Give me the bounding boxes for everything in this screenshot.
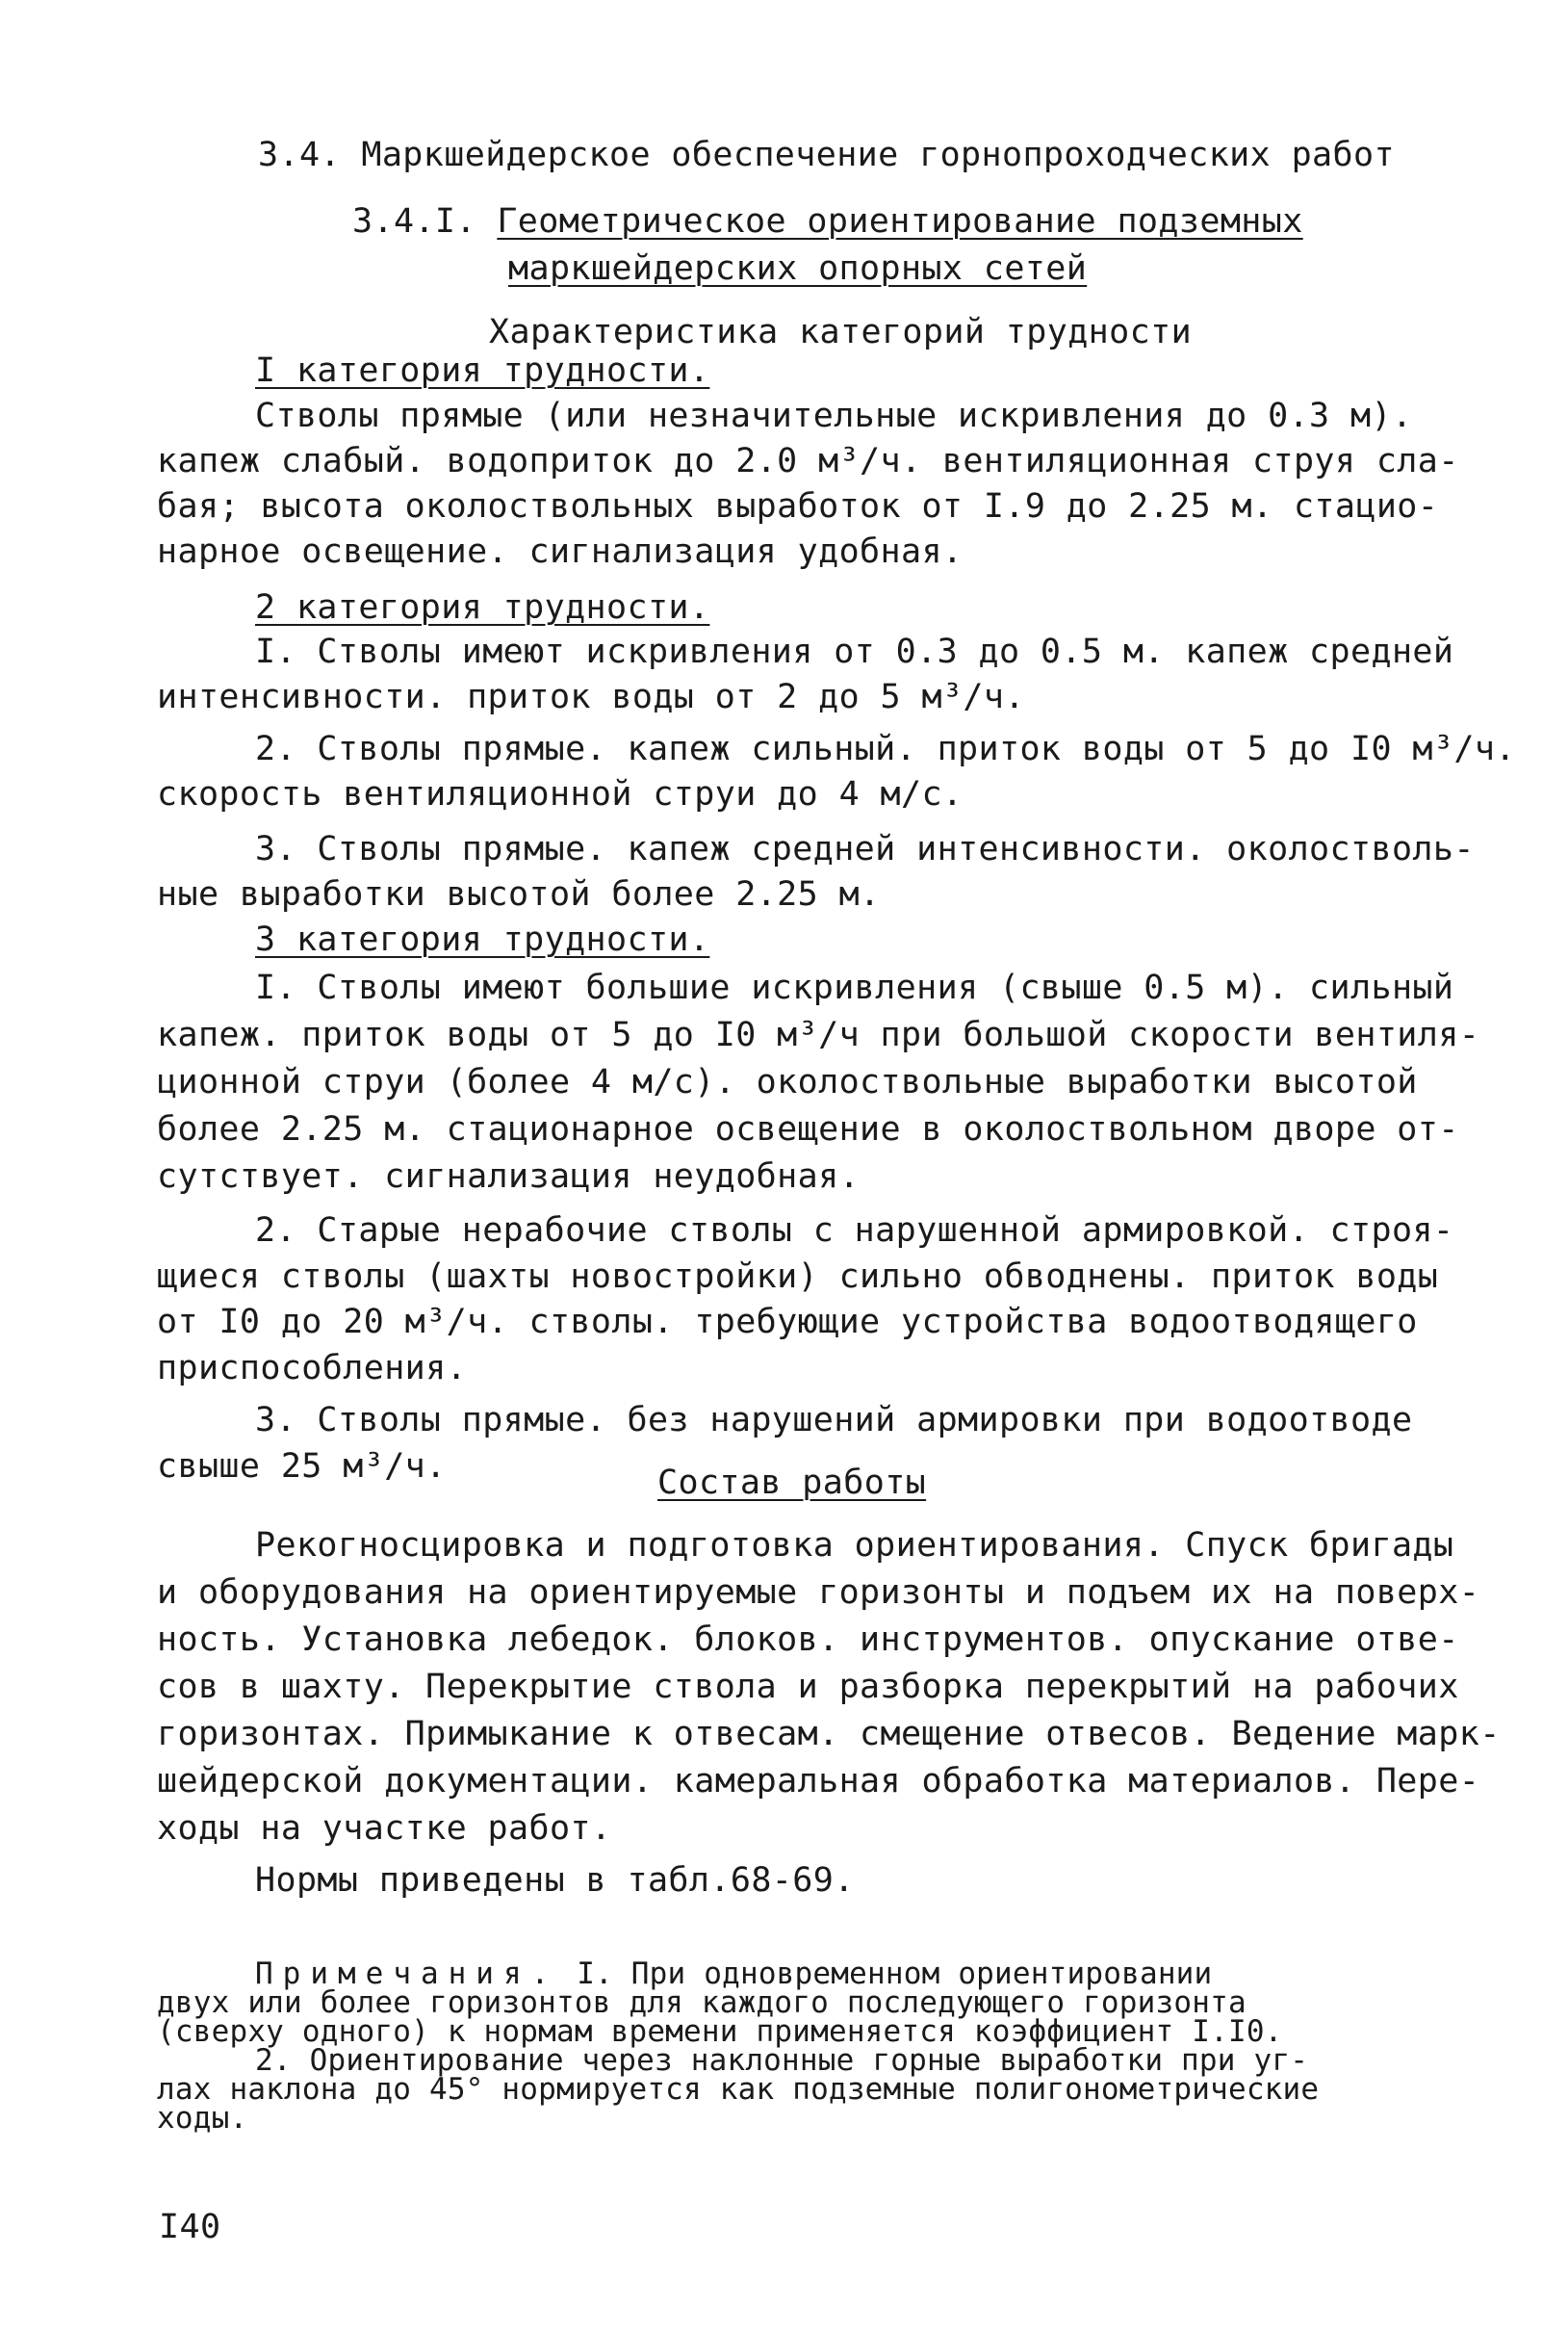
category-2-line: интенсивности. приток воды от 2 до 5 м³/ч. — [157, 678, 1025, 716]
category-3-title: 3 категория трудности. — [255, 920, 710, 959]
category-2-title: 2 категория трудности. — [255, 588, 710, 627]
category-3-line: ционной струи (более 4 м/с). околоствольные выработки высотой — [157, 1063, 1418, 1101]
category-2-line: 3. Стволы прямые. капеж средней интенсивности. околостволь- — [255, 830, 1475, 868]
category-2-line: 2. Стволы прямые. капеж сильный. приток воды от 5 до I0 м³/ч. — [255, 730, 1516, 768]
work-line: Рекогносцировка и подготовка ориентирования. Спуск бригады — [255, 1526, 1454, 1565]
category-3-line: более 2.25 м. стационарное освещение в околоствольном дворе от- — [157, 1110, 1459, 1149]
notes-line: (сверху одного) к нормам времени применяется коэффициент I.I0. — [157, 2014, 1283, 2049]
category-1-line: бая; высота околоствольных выработок от I.9 до 2.25 м. стацио- — [157, 487, 1439, 526]
notes-line: двух или более горизонтов для каждого последующего горизонта — [157, 1985, 1247, 2020]
category-1-line: Стволы прямые (или незначительные искривления до 0.3 м). — [255, 397, 1413, 435]
notes-line: ходы. — [157, 2101, 248, 2136]
subsection-title-line1: Геометрическое ориентирование подземных — [497, 202, 1303, 241]
category-3-line: от I0 до 20 м³/ч. стволы. требующие устройства водоотводящего — [157, 1303, 1418, 1341]
work-line: сов в шахту. Перекрытие ствола и разборка перекрытий на рабочих — [157, 1668, 1459, 1706]
category-3-line: сутствует. сигнализация неудобная. — [157, 1157, 861, 1196]
category-1-title: I категория трудности. — [255, 351, 710, 390]
work-line: ность. Установка лебедок. блоков. инструментов. опускание отве- — [157, 1620, 1459, 1659]
category-2-line: скорость вентиляционной струи до 4 м/с. — [157, 775, 964, 814]
category-2-line: I. Стволы имеют искривления от 0.3 до 0.5 м. капеж средней — [255, 633, 1454, 671]
difficulty-heading: Характеристика категорий трудности — [489, 313, 1193, 351]
work-line: и оборудования на ориентируемые горизонты и подъем их на поверх- — [157, 1573, 1480, 1612]
section-title: 3.4. Маркшейдерское обеспечение горнопроходческих работ — [258, 136, 1395, 174]
category-2-line: ные выработки высотой более 2.25 м. — [157, 875, 881, 914]
notes-line: лах наклона до 45° нормируется как подземные полигонометрические — [157, 2072, 1320, 2107]
category-3-line: приспособления. — [157, 1349, 468, 1387]
category-1-line: капеж слабый. водоприток до 2.0 м³/ч. вентиляционная струя сла- — [157, 442, 1459, 480]
category-3-line: щиеся стволы (шахты новостройки) сильно обводнены. приток воды — [157, 1257, 1439, 1296]
notes-label: Примечания. — [255, 1956, 559, 1991]
category-3-line: 3. Стволы прямые. без нарушений армировки при водоотводе — [255, 1401, 1413, 1439]
work-line: ходы на участке работ. — [157, 1809, 612, 1848]
category-3-line: I. Стволы имеют большие искривления (свыше 0.5 м). сильный — [255, 969, 1454, 1007]
subsection-title-line2: маркшейдерских опорных сетей — [508, 249, 1088, 288]
category-3-line: капеж. приток воды от 5 до I0 м³/ч при большой скорости вентиля- — [157, 1016, 1480, 1054]
subsection-number-and-title: 3.4.I. Геометрическое ориентирование подземных — [352, 202, 1303, 241]
notes-line: I. При одновременном ориентировании — [577, 1956, 1213, 1991]
category-1-line: нарное освещение. сигнализация удобная. — [157, 532, 964, 571]
category-3-line: свыше 25 м³/ч. — [157, 1447, 447, 1486]
work-line: горизонтах. Примыкание к отвесам. смещение отвесов. Ведение марк- — [157, 1715, 1501, 1753]
work-heading: Состав работы — [657, 1464, 927, 1502]
norms-reference: Нормы приведены в табл.68-69. — [255, 1861, 855, 1900]
notes-line: 2. Ориентирование через наклонные горные выработки при уг- — [255, 2043, 1309, 2078]
category-3-line: 2. Старые нерабочие стволы с нарушенной армировкой. строя- — [255, 1211, 1454, 1250]
page-number: I40 — [159, 2208, 221, 2246]
work-line: шейдерской документации. камеральная обработка материалов. Пере- — [157, 1762, 1480, 1801]
